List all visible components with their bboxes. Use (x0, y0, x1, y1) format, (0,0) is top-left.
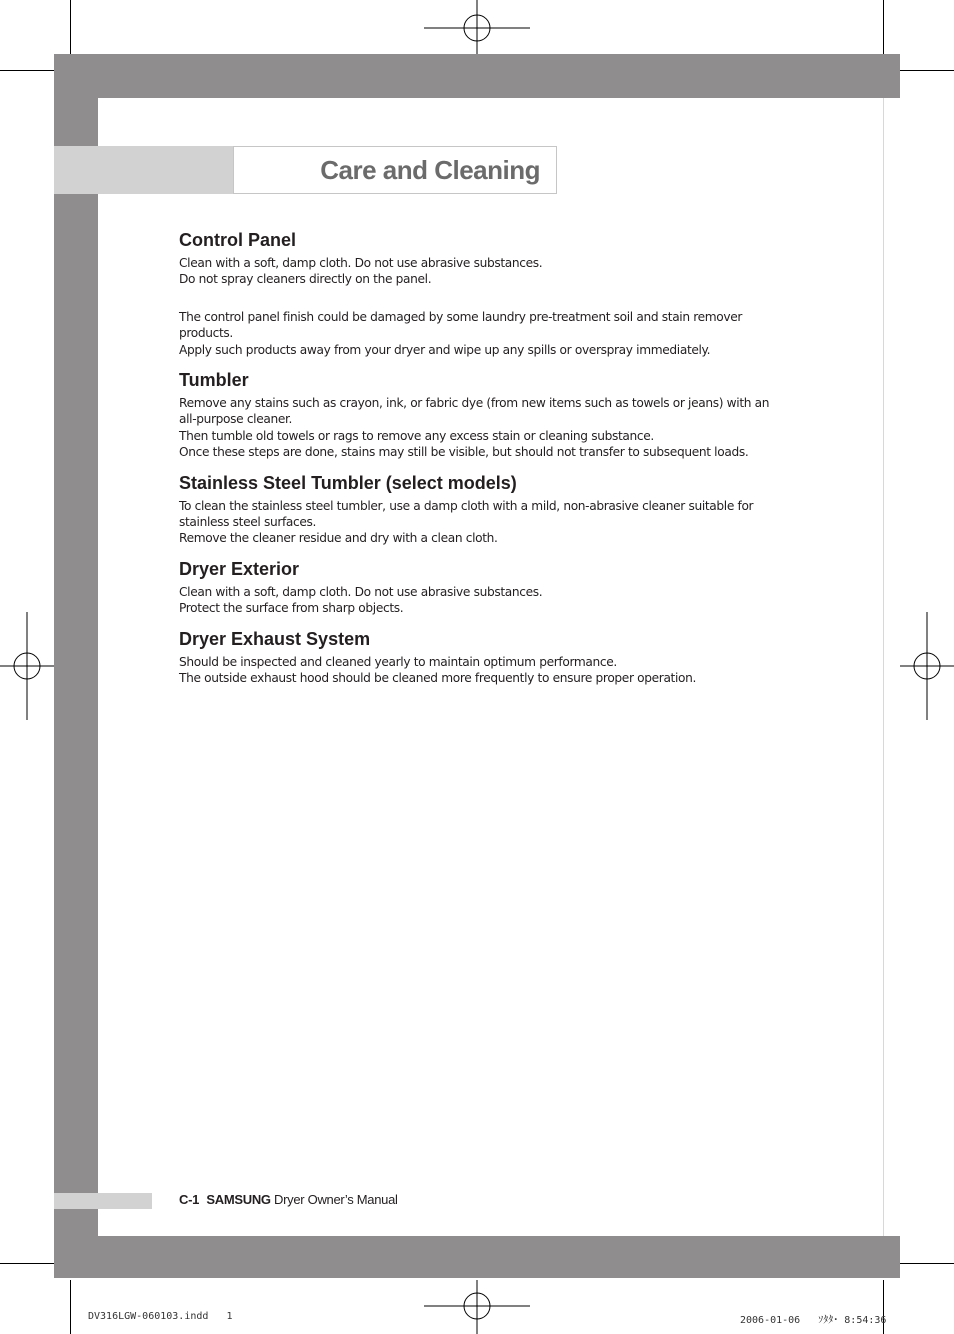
brand-name: SAMSUNG (206, 1192, 271, 1207)
paragraph-line: The control panel finish could be damaged by some laundry pre-treatment soil and stain remover products. (179, 309, 743, 341)
paragraph-line: Clean with a soft, damp cloth. Do not use abrasive substances. (179, 584, 543, 599)
registration-mark-left (0, 612, 54, 720)
section-heading: Stainless Steel Tumbler (select models) (179, 472, 517, 493)
section-heading: Tumbler (179, 370, 249, 391)
trim-edge-line (883, 98, 884, 1236)
title-accent-strip (54, 146, 234, 194)
crop-mark (883, 0, 884, 54)
crop-mark (0, 70, 54, 71)
frame-top-band (54, 54, 900, 98)
paragraph-line: To clean the stainless steel tumbler, use a damp cloth with a mild, non-abrasive cleaner suitable for stainless steel surfaces. (179, 498, 754, 530)
frame-left-band (54, 98, 98, 1278)
paragraph-line: Apply such products away from your dryer and wipe up any spills or overspray immediately. (179, 342, 711, 357)
crop-mark (900, 70, 954, 71)
crop-mark (70, 0, 71, 54)
crop-mark (70, 1280, 71, 1334)
registration-mark-right (900, 612, 954, 720)
section-stainless-steel-tumbler (179, 472, 779, 547)
paragraph-line: Then tumble old towels or rags to remove any excess stain or cleaning substance. (179, 428, 654, 443)
title-box (233, 146, 557, 194)
page-number: C-1 (179, 1192, 200, 1207)
paragraph-line: Clean with a soft, damp cloth. Do not use abrasive substances. (179, 256, 543, 270)
paragraph-line: The outside exhaust hood should be cleaned more frequently to ensure proper operation. (179, 671, 697, 686)
section-control-panel (179, 229, 779, 358)
section-heading: Dryer Exterior (179, 558, 300, 579)
page-title: Care and Cleaning (320, 155, 540, 185)
registration-mark-bottom (424, 1280, 530, 1334)
section-dryer-exterior (179, 558, 779, 617)
paragraph-line: Protect the surface from sharp objects. (179, 601, 404, 616)
paragraph-line: Should be inspected and cleaned yearly to maintain optimum performance. (179, 654, 617, 669)
page-footer (179, 1192, 398, 1207)
section-heading: Dryer Exhaust System (179, 628, 371, 649)
frame-bottom-band (54, 1236, 900, 1278)
slug-filename: DV316LGW-060103.indd 1 (88, 1311, 233, 1322)
section-dryer-exhaust-system (179, 628, 779, 687)
footer-accent-strip (54, 1193, 152, 1209)
crop-mark (900, 1263, 954, 1264)
slug-timestamp: 2006-01-06 ｿﾀﾀ･ 8:54:36 (740, 1315, 887, 1326)
section-heading: Control Panel (179, 230, 297, 250)
section-tumbler (179, 369, 779, 461)
registration-mark-top (424, 0, 530, 54)
manual-name: Dryer Owner’s Manual (274, 1192, 398, 1207)
paragraph-line: Remove any stains such as crayon, ink, or fabric dye (from new items such as towels or jeans) with an all-purpose cleaner. (179, 396, 770, 427)
paragraph-line: Do not spray cleaners directly on the panel. (179, 272, 432, 287)
content-body (179, 229, 779, 698)
paragraph-line: Remove the cleaner residue and dry with a clean cloth. (179, 531, 498, 546)
paragraph-line: Once these steps are done, stains may still be visible, but should not transfer to subsequent loads. (179, 445, 749, 460)
crop-mark (0, 1263, 54, 1264)
